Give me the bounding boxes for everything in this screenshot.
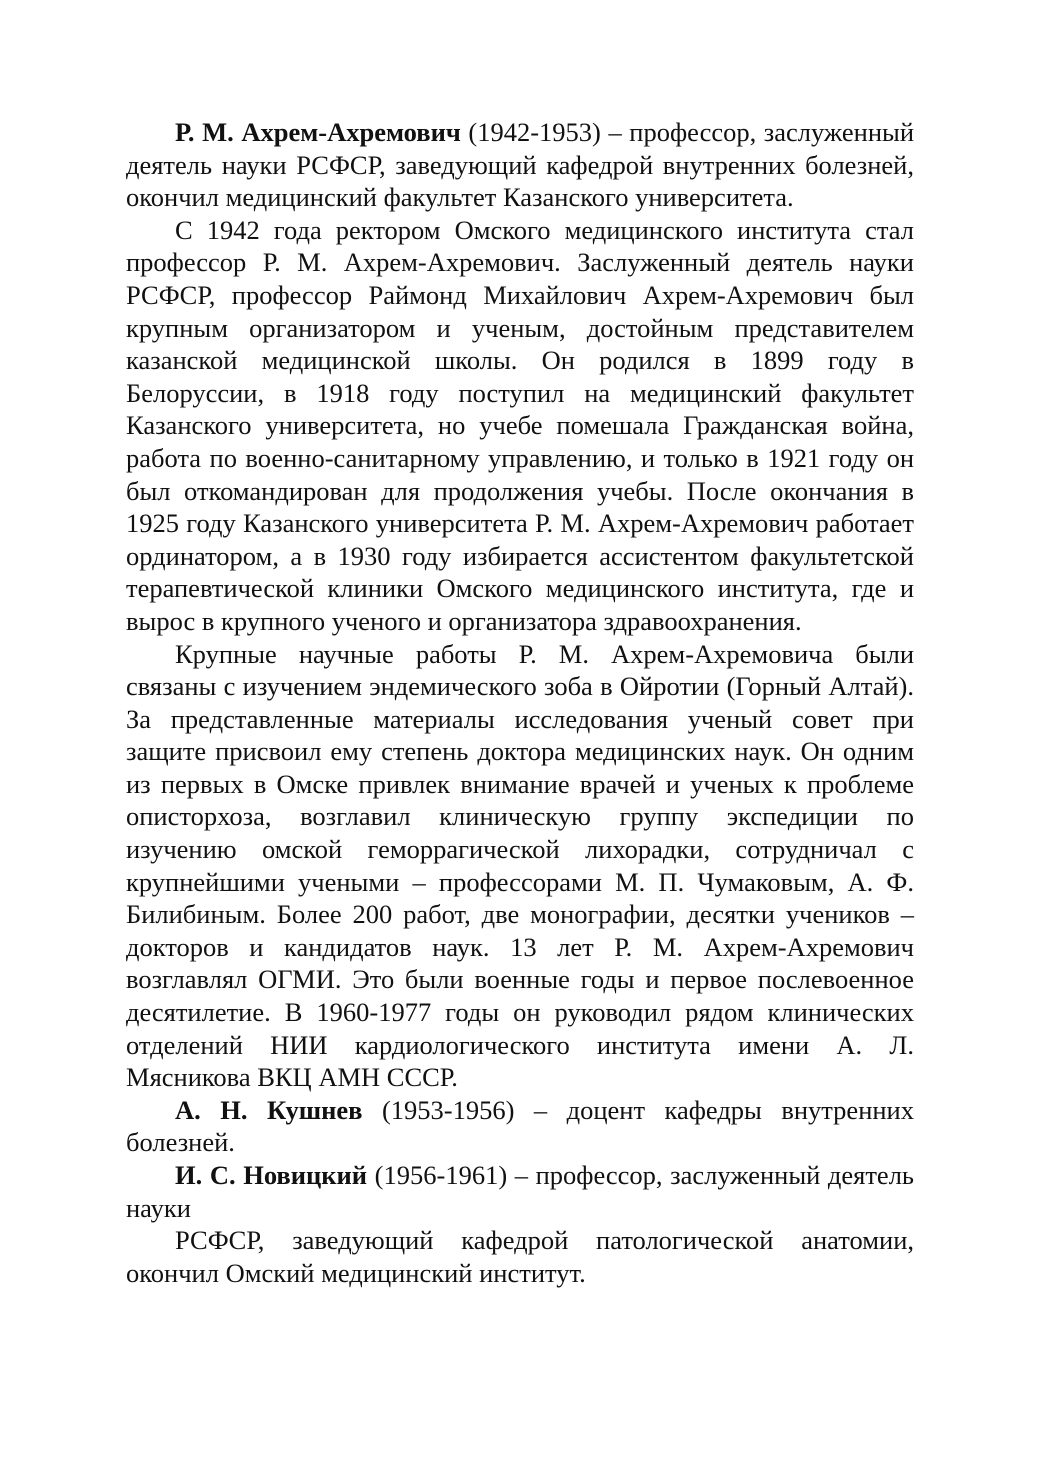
entry-akhrem-akhremovich xyxy=(126,116,914,214)
entry-kushnev xyxy=(126,1094,914,1159)
entry-name: Р. М. Ахрем-Ахремович xyxy=(175,117,461,147)
entry-text: (1953-1956) – доцент кафедры внутренних болезней. xyxy=(126,1094,914,1158)
entry-name: А. Н. Кушнев xyxy=(175,1094,363,1125)
entry-text: (1956-1961) – профессор, заслуженный деятель науки xyxy=(126,1160,914,1223)
paragraph-novitsky-continued: РСФСР, заведующий кафедрой патологической анатомии, окончил Омский медицинский институт. xyxy=(126,1225,914,1288)
entry-name: И. С. Новицкий xyxy=(175,1160,368,1190)
entry-novitsky xyxy=(126,1159,914,1224)
document-page xyxy=(126,116,914,1289)
entry-text: (1942-1953) – профессор, заслуженный деятель науки РСФСР, заведующий кафедрой внутренних болезней, окончил медицинский факультет Казанского университета. xyxy=(126,117,914,213)
paragraph-scientific-works: Крупные научные работы Р. М. Ахрем-Ахремовича были связаны с изучением эндемического зоба в Ойротии (Горный Алтай). За представленные материалы исследования ученый совет при защите присвоил ему степень доктора медицинских наук. Он одним из первых в Омске привлек внимание врачей и ученых к проблеме описторхоза, возглавил клиническую группу экспедиции по изучению омской геморрагической лихорадки, сотрудничал с крупнейшими учеными – профессорами М. П. Чумаковым, А. Ф. Билибиным. Более 200 работ, две монографии, десятки учеников – докторов и кандидатов наук. 13 лет Р. М. Ахрем-Ахремович возглавлял ОГМИ. Это были военные годы и первое послевоенное десятилетие. В 1960-1977 годы он руководил рядом клинических отделений НИИ кардиологического института имени А. Л. Мясникова ВКЦ АМН СССР. xyxy=(126,638,914,1093)
paragraph-rector-1942: С 1942 года ректором Омского медицинского института стал профессор Р. М. Ахрем-Ахремович. Заслуженный деятель науки РСФСР, профессор Раймонд Михайлович Ахрем-Ахремович был крупным организатором и ученым, достойным представителем казанской медицинской школы. Он родился в 1899 году в Белоруссии, в 1918 году поступил на медицинский факультет Казанского университета, но учебе помешала Гражданская война, работа по военно-санитарному управлению, и только в 1921 году он был откомандирован для продолжения учебы. После окончания в 1925 году Казанского университета Р. М. Ахрем-Ахремович работает ординатором, а в 1930 году избирается ассистентом факультетской терапевтической клиники Омского медицинского института, где и вырос в крупного ученого и организатора здравоохранения. xyxy=(126,214,914,636)
